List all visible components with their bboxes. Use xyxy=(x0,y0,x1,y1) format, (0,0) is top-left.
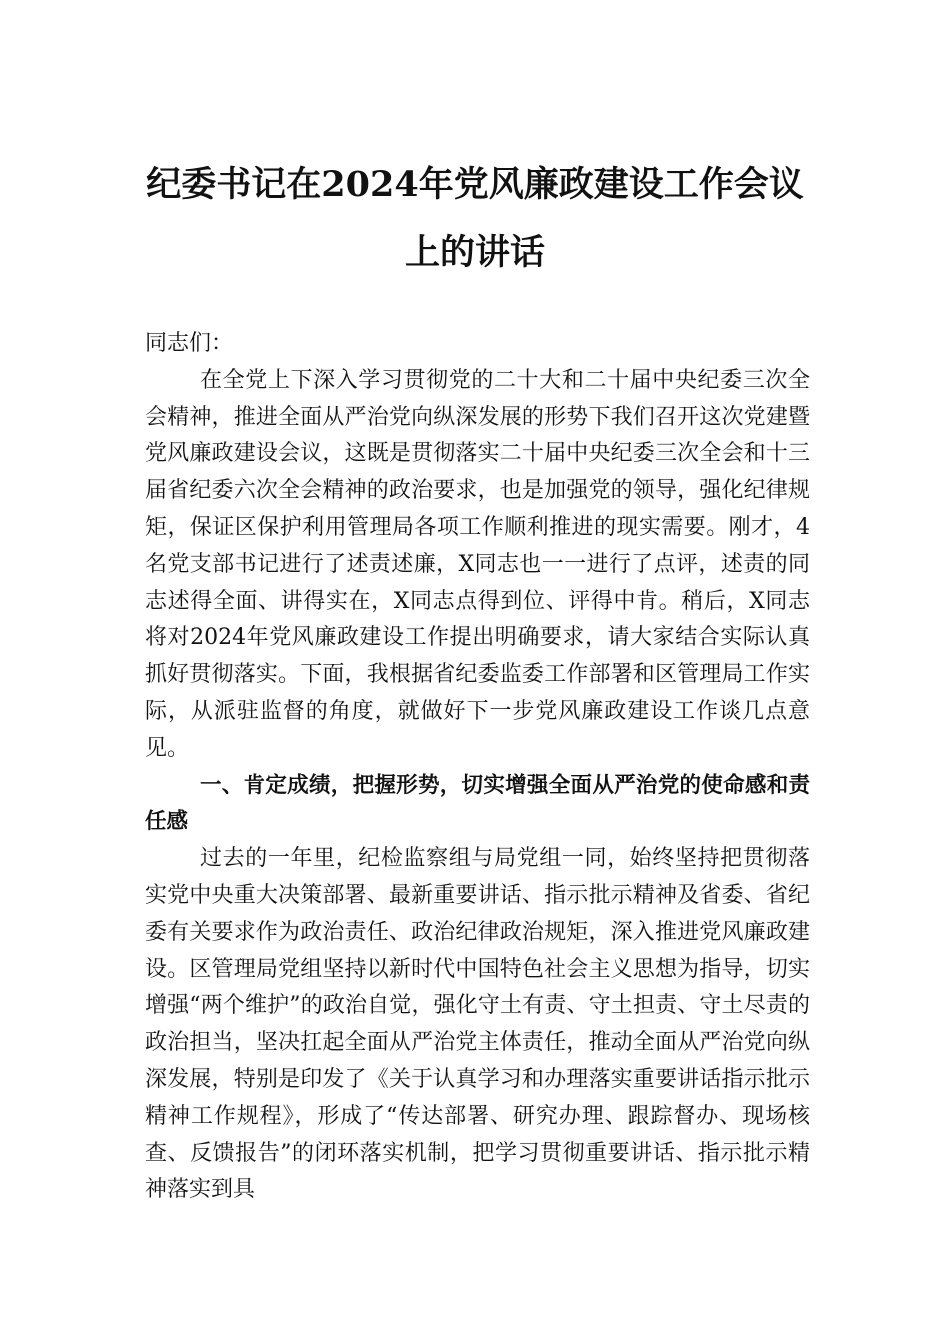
section-paragraph: 过去的一年里，纪检监察组与局党组一同，始终坚持把贯彻落实党中央重大决策部署、最新重要讲话、指示批示精神及省委、省纪委有关要求作为政治责任、政治纪律政治规矩，深入推进党风廉政建设。区管理局党组坚持以新时代中国特色社会主义思想为指导，切实增强“两个维护”的政治自觉，强化守土有责、守土担责、守土尽责的政治担当，坚决扛起全面从严治党主体责任，推动全面从严治党向纵深发展，特别是印发了《关于认真学习和办理落实重要讲话指示批示精神工作规程》，形成了“传达部署、研究办理、跟踪督办、现场核查、反馈报告”的闭环落实机制，把学习贯彻重要讲话、指示批示精神落实到具 xyxy=(145,846,810,1203)
salutation: 同志们： xyxy=(145,331,234,356)
document-title-line-1: 纪委书记在2024年党风廉政建设工作会议 xyxy=(146,164,804,205)
document-title-line-2: 上的讲话 xyxy=(404,232,545,273)
opening-paragraph: 在全党上下深入学习贯彻党的二十大和二十届中央纪委三次全会精神，推进全面从严治党向纵深发展的形势下我们召开这次党建暨党风廉政建设会议，这既是贯彻落实二十届中央纪委三次全会和十三届省纪委六次全会精神的政治要求，也是加强党的领导，强化纪律规矩，保证区保护利用管理局各项工作顺利推进的现实需要。刚才，4名党支部书记进行了述责述廉，X同志也一一进行了点评，述责的同志述得全面、讲得实在，X同志点得到位、评得中肯。稍后，X同志将对2024年党风廉政建设工作提出明确要求，请大家结合实际认真抓好贯彻落实。下面，我根据省纪委监委工作部署和区管理局工作实际，从派驻监督的角度，就做好下一步党风廉政建设工作谈几点意见。 xyxy=(145,367,810,761)
document-body xyxy=(145,326,810,1209)
section-heading: 一、肯定成绩，把握形势，切实增强全面从严治党的使命感和责任感 xyxy=(145,772,810,835)
